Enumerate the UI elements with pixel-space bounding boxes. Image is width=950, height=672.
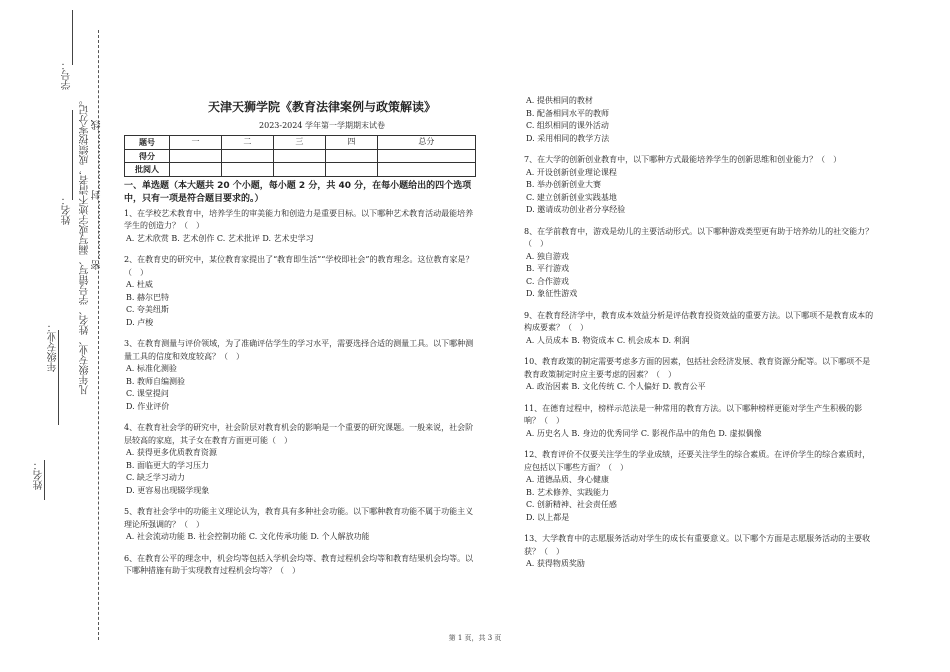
question: [124, 506, 480, 544]
question-stem: 12、教育评价不仅要关注学生的学业成绩，还要关注学生的综合素质。在评价学生的综合素质时，应包括以下哪些方面？（ ）: [524, 450, 871, 472]
score-header-cell: 二: [221, 136, 273, 150]
question: [524, 403, 874, 441]
left-column: [124, 95, 480, 587]
question-stem: 7、在大学的创新创业教育中，以下哪种方式最能培养学生的创新思维和创业能力？（ ）: [524, 155, 842, 164]
exam-subtitle: 2023-2024 学年第一学期期末试卷: [259, 120, 385, 130]
score-table: [124, 135, 476, 177]
question: [124, 422, 480, 497]
question: [124, 208, 480, 246]
school-label: 姓名：: [34, 460, 45, 490]
question-option: D. 邀请成功创业者分享经验: [526, 205, 626, 214]
score-cell: [221, 163, 273, 177]
score-header-cell: 总分: [377, 136, 475, 150]
question: [524, 226, 874, 301]
question-stem: 3、在教育测量与评价领域，为了准确评估学生的学习水平，需要选择合适的测量工具。以下哪种测量工具的信度和效度较高？（ ）: [124, 339, 474, 361]
question-option: B. 举办创新创业大赛: [526, 180, 601, 189]
question-option: A. 政治因素 B. 文化传统 C. 个人偏好 D. 教育公平: [526, 382, 706, 391]
question-option: D. 更容易出现辍学现象: [126, 485, 210, 495]
score-cell: [221, 149, 273, 163]
warning-text: 凡年级专业、姓名、学号错写、漏写或字迹不清者，成绩按零分记。: [80, 95, 91, 395]
question-option: B. 赫尔巴特: [126, 292, 169, 302]
question: [124, 254, 480, 329]
score-cell: [325, 163, 377, 177]
score-cell: [377, 163, 475, 177]
score-cell: [273, 149, 325, 163]
question-stem: 8、在学前教育中，游戏是幼儿的主要活动形式。以下哪种游戏类型更有助于培养幼儿的社交能力？（ ）: [524, 226, 874, 248]
question-option: A. 标准化测验: [126, 364, 177, 373]
score-header-cell: 三: [273, 136, 325, 150]
right-column: [524, 95, 874, 580]
name-label: 姓名：: [62, 195, 73, 225]
question-option: C. 缺乏学习动力: [126, 473, 185, 482]
name-underline: [72, 110, 73, 200]
question-option: B. 面临更大的学习压力: [126, 460, 209, 470]
left-question-list: [124, 208, 480, 578]
question-stem: 2、在教育史的研究中，某位教育家提出了“教育即生活”“学校即社会”的教育理念。这位教育家是？（ ）: [124, 255, 474, 277]
question-option: D. 作业评价: [126, 401, 170, 411]
question-option: A. 道德品质、身心健康: [526, 475, 609, 484]
question-option: A. 人员成本 B. 物资成本 C. 机会成本 D. 利润: [526, 335, 690, 345]
id-underline: [72, 10, 73, 65]
question-option: C. 夸美纽斯: [126, 305, 169, 314]
question-stem: 9、在教育经济学中，教育成本效益分析是评估教育投资效益的重要方法。以下哪项不是教育成本的构成要素？（ ）: [524, 310, 874, 332]
question-option: C. 课堂提问: [126, 389, 169, 398]
question-option: D. 采用相同的教学方法: [526, 133, 610, 143]
question-option: B. 教师自编测验: [126, 376, 185, 386]
score-row-label: 得分: [125, 149, 170, 163]
question-option: C. 建立创新创业实践基地: [526, 192, 617, 202]
page-footer: 第 1 页，共 3 页: [448, 634, 502, 642]
question: [524, 533, 874, 571]
score-row-label: 批阅人: [125, 163, 170, 177]
student-id-label: 学号：: [62, 60, 73, 90]
major-underline: [58, 330, 59, 425]
question: [124, 553, 480, 578]
question-option: A. 提供相同的教材: [526, 96, 593, 105]
question-stem: 5、教育社会学中的功能主义理论认为，教育具有多种社会功能。以下哪种教育功能不属于功能主义理论所强调的？（ ）: [124, 507, 474, 529]
question-stem: 11、在德育过程中，榜样示范法是一种常用的教育方法。以下哪种榜样更能对学生产生积极的影响？（ ）: [524, 403, 863, 425]
question: [524, 356, 874, 394]
score-cell: [170, 163, 222, 177]
score-cell: [377, 149, 475, 163]
major-label: 年级专业：: [48, 322, 59, 372]
question-option: C. 组织相同的课外活动: [526, 121, 609, 130]
score-header-cell: 四: [325, 136, 377, 150]
question: [524, 154, 874, 217]
question-option: D. 象征性游戏: [526, 289, 578, 298]
question-option: B. 艺术修养、实践能力: [526, 487, 609, 497]
score-cell: [170, 149, 222, 163]
question: [524, 449, 874, 524]
question: [124, 338, 480, 413]
question-option: A. 获得物质奖励: [526, 559, 585, 568]
score-cell: [325, 149, 377, 163]
question-option: C. 合作游戏: [526, 276, 569, 286]
question: [524, 310, 874, 348]
question-option: B. 配备相同水平的教师: [526, 108, 609, 118]
question-option: A. 社会流动功能 B. 社会控制功能 C. 文化传承功能 D. 个人解放功能: [126, 532, 370, 541]
question-option: B. 平行游戏: [526, 264, 569, 273]
question-stem: 4、在教育社会学的研究中，社会阶层对教育机会的影响是一个重要的研究课题。一般来说，社会阶层较高的家庭，其子女在教育方面更可能（ ）: [124, 423, 474, 445]
question-option: D. 卢梭: [126, 317, 154, 327]
question-option: A. 杜威: [126, 280, 153, 289]
question-stem: 1、在学校艺术教育中，培养学生的审美能力和创造力是重要目标。以下哪种艺术教育活动最能培养学生的创造力？（ ）: [124, 208, 474, 230]
school-underline: [44, 460, 45, 500]
question-option: A. 获得更多优质教育资源: [126, 448, 217, 457]
question-option: C. 创新精神、社会责任感: [526, 500, 617, 509]
question-option: A. 历史名人 B. 身边的优秀同学 C. 影视作品中的角色 D. 虚拟偶像: [526, 428, 762, 438]
question-stem: 6、在教育公平的理念中，机会均等包括入学机会均等、教育过程机会均等和教育结果机会均等。以下哪种措施有助于实现教育过程机会均等？（ ）: [124, 553, 474, 575]
right-question-list: [524, 154, 874, 571]
question-option: A. 独自游戏: [526, 251, 569, 261]
question-option: A. 艺术欣赏 B. 艺术创作 C. 艺术批评 D. 艺术史学习: [126, 233, 314, 243]
score-header-cell: 一: [170, 136, 222, 150]
seal-line-text: 密………………封………………线: [92, 120, 103, 270]
question-option: A. 开设创新创业理论课程: [526, 167, 617, 177]
question-stem: 10、教育政策的制定需要考虑多方面的因素，包括社会经济发展、教育资源分配等。以下哪项不是教育政策制定时应主要考虑的因素？（ ）: [524, 357, 871, 379]
score-cell: [273, 163, 325, 177]
binding-margin: [0, 0, 110, 672]
seal-dashed-line: [98, 30, 99, 640]
question-stem: 13、大学教育中的志愿服务活动对学生的成长有重要意义。以下哪个方面是志愿服务活动的主要收获？（ ）: [524, 534, 871, 556]
continued-options: [524, 95, 874, 145]
question-option: D. 以上都是: [526, 512, 570, 522]
exam-title: 天津天狮学院《教育法律案例与政策解读》: [207, 100, 436, 114]
section-heading: 一、单选题（本大题共 20 个小题，每小题 2 分，共 40 分，在每小题给出的四个选项中，只有一项是符合题目要求的。）: [124, 180, 472, 204]
score-header-cell: 题号: [125, 136, 170, 150]
